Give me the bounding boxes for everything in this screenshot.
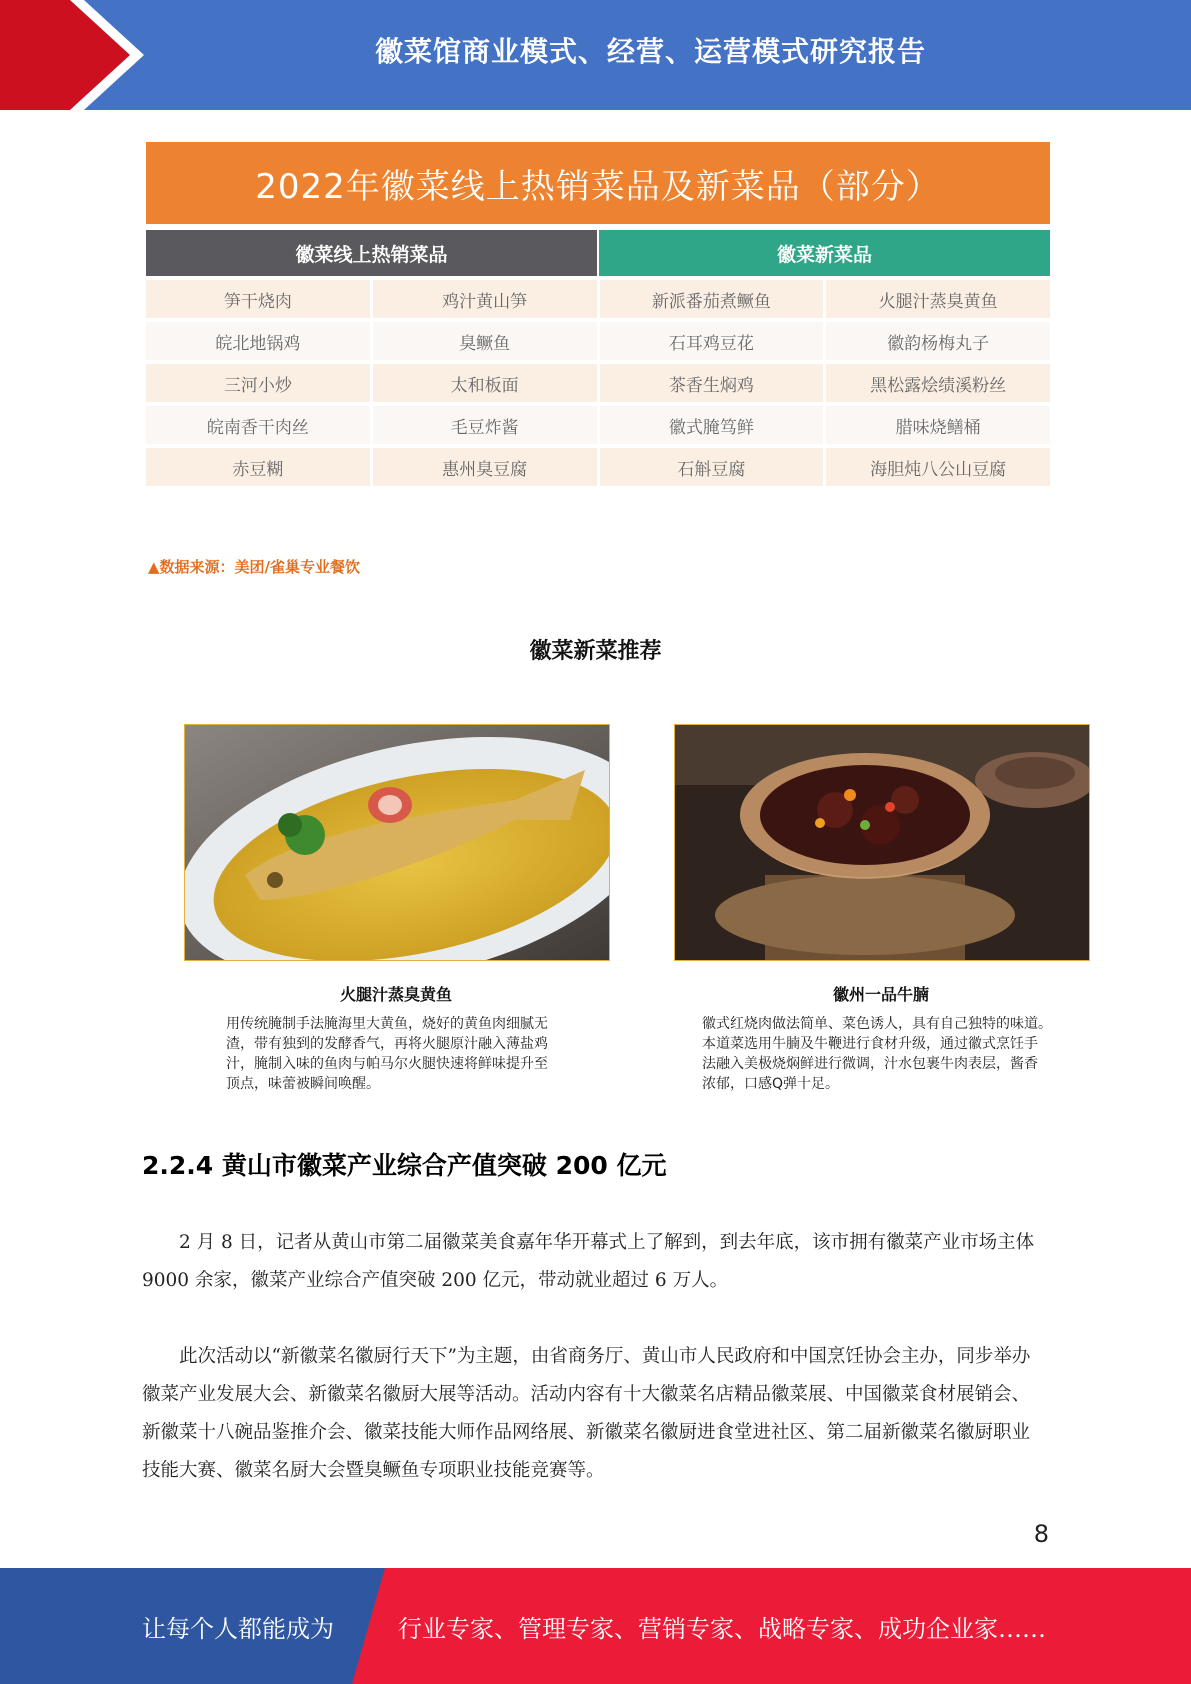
table-cell: 赤豆糊	[146, 448, 370, 486]
table-row	[146, 364, 1050, 402]
table-cell: 茶香生焖鸡	[600, 364, 824, 402]
paragraph: 此次活动以“新徽菜名徽厨行天下”为主题，由省商务厅、黄山市人民政府和中国烹饪协会主办，同步举办徽菜产业发展大会、新徽菜名徽厨大展等活动。活动内容有十大徽菜名店精品徽菜展、中国徽菜食材展销会、新徽菜十八碗品鉴推介会、徽菜技能大师作品网络展、新徽菜名徽厨进食堂进社区、第二届新徽菜名徽厨职业技能大赛、徽菜名厨大会暨臭鳜鱼专项职业技能竞赛等。	[142, 1346, 1031, 1481]
table-row	[146, 322, 1050, 360]
table-cell: 黑松露烩绩溪粉丝	[826, 364, 1050, 402]
dish-description: 徽式红烧肉做法简单、菜色诱人，具有自己独特的味道。 本道菜选用牛腩及牛鞭进行食材升级，通过徽式烹饪手 法融入美极烧焖鲜进行微调，汁水包裹牛肉表层，酱香 浓郁，口感Q弹十足。	[702, 1016, 1052, 1092]
table-cell: 火腿汁蒸臭黄鱼	[826, 280, 1050, 318]
recommend-title: 徽菜新菜推荐	[529, 639, 662, 664]
fish-dish-photo	[184, 724, 610, 961]
table-cell: 惠州臭豆腐	[373, 448, 597, 486]
table-title: 2022年徽菜线上热销菜品及新菜品（部分）	[146, 142, 1050, 224]
table-cell: 徽式腌笃鲜	[600, 406, 824, 444]
new-dishes-header: 徽菜新菜品	[599, 230, 1050, 276]
table-cell: 笋干烧肉	[146, 280, 370, 318]
footer-slogan-left: 让每个人都能成为	[142, 1614, 334, 1643]
table-cell: 鸡汁黄山笋	[373, 280, 597, 318]
table-row	[146, 448, 1050, 486]
section-heading: 2.2.4 黄山市徽菜产业综合产值突破 200 亿元	[142, 1151, 667, 1180]
footer-slogan-right: 行业专家、管理专家、营销专家、战略专家、成功企业家……	[398, 1614, 1046, 1643]
dish-description: 用传统腌制手法腌海里大黄鱼，烧好的黄鱼肉细腻无 渣，带有独到的发酵香气，再将火腿原汁融入薄盐鸡 汁，腌制入味的鱼肉与帕马尔火腿快速将鲜味提升至 顶点，味蕾被瞬间唤醒。	[226, 1016, 548, 1092]
table-cell: 臭鳜鱼	[373, 322, 597, 360]
table-cell: 皖南香干肉丝	[146, 406, 370, 444]
table-cell: 石耳鸡豆花	[600, 322, 824, 360]
table-row	[146, 280, 1050, 318]
table-cell: 新派番茄煮鳜鱼	[600, 280, 824, 318]
table-cell: 三河小炒	[146, 364, 370, 402]
dish-name: 徽州一品牛腩	[832, 985, 929, 1004]
page-footer	[0, 1568, 1191, 1684]
paragraph: 2 月 8 日，记者从黄山市第二届徽菜美食嘉年华开幕式上了解到，到去年底，该市拥有徽菜产业市场主体 9000 余家，徽菜产业综合产值突破 200 亿元，带动就业超过 6 万人。	[142, 1232, 1035, 1291]
table-cell: 太和板面	[373, 364, 597, 402]
table-cell: 海胆炖八公山豆腐	[826, 448, 1050, 486]
page-number: 8	[1033, 1520, 1049, 1548]
beef-dish-photo	[674, 724, 1090, 961]
hot-dishes-header: 徽菜线上热销菜品	[146, 230, 597, 276]
report-title: 徽菜馆商业模式、经营、运营模式研究报告	[374, 35, 926, 68]
table-cell: 石斛豆腐	[600, 448, 824, 486]
table-cell: 徽韵杨梅丸子	[826, 322, 1050, 360]
table-row	[146, 406, 1050, 444]
table-cell: 皖北地锅鸡	[146, 322, 370, 360]
page-header	[0, 0, 1191, 110]
table-cell: 腊味烧鳝桶	[826, 406, 1050, 444]
table-cell: 毛豆炸酱	[373, 406, 597, 444]
header-arrow-decoration	[0, 0, 150, 110]
dish-name: 火腿汁蒸臭黄鱼	[339, 985, 452, 1004]
dish-table-graphic	[146, 142, 1050, 486]
data-source-note: ▲数据来源：美团/雀巢专业餐饮	[148, 558, 361, 576]
